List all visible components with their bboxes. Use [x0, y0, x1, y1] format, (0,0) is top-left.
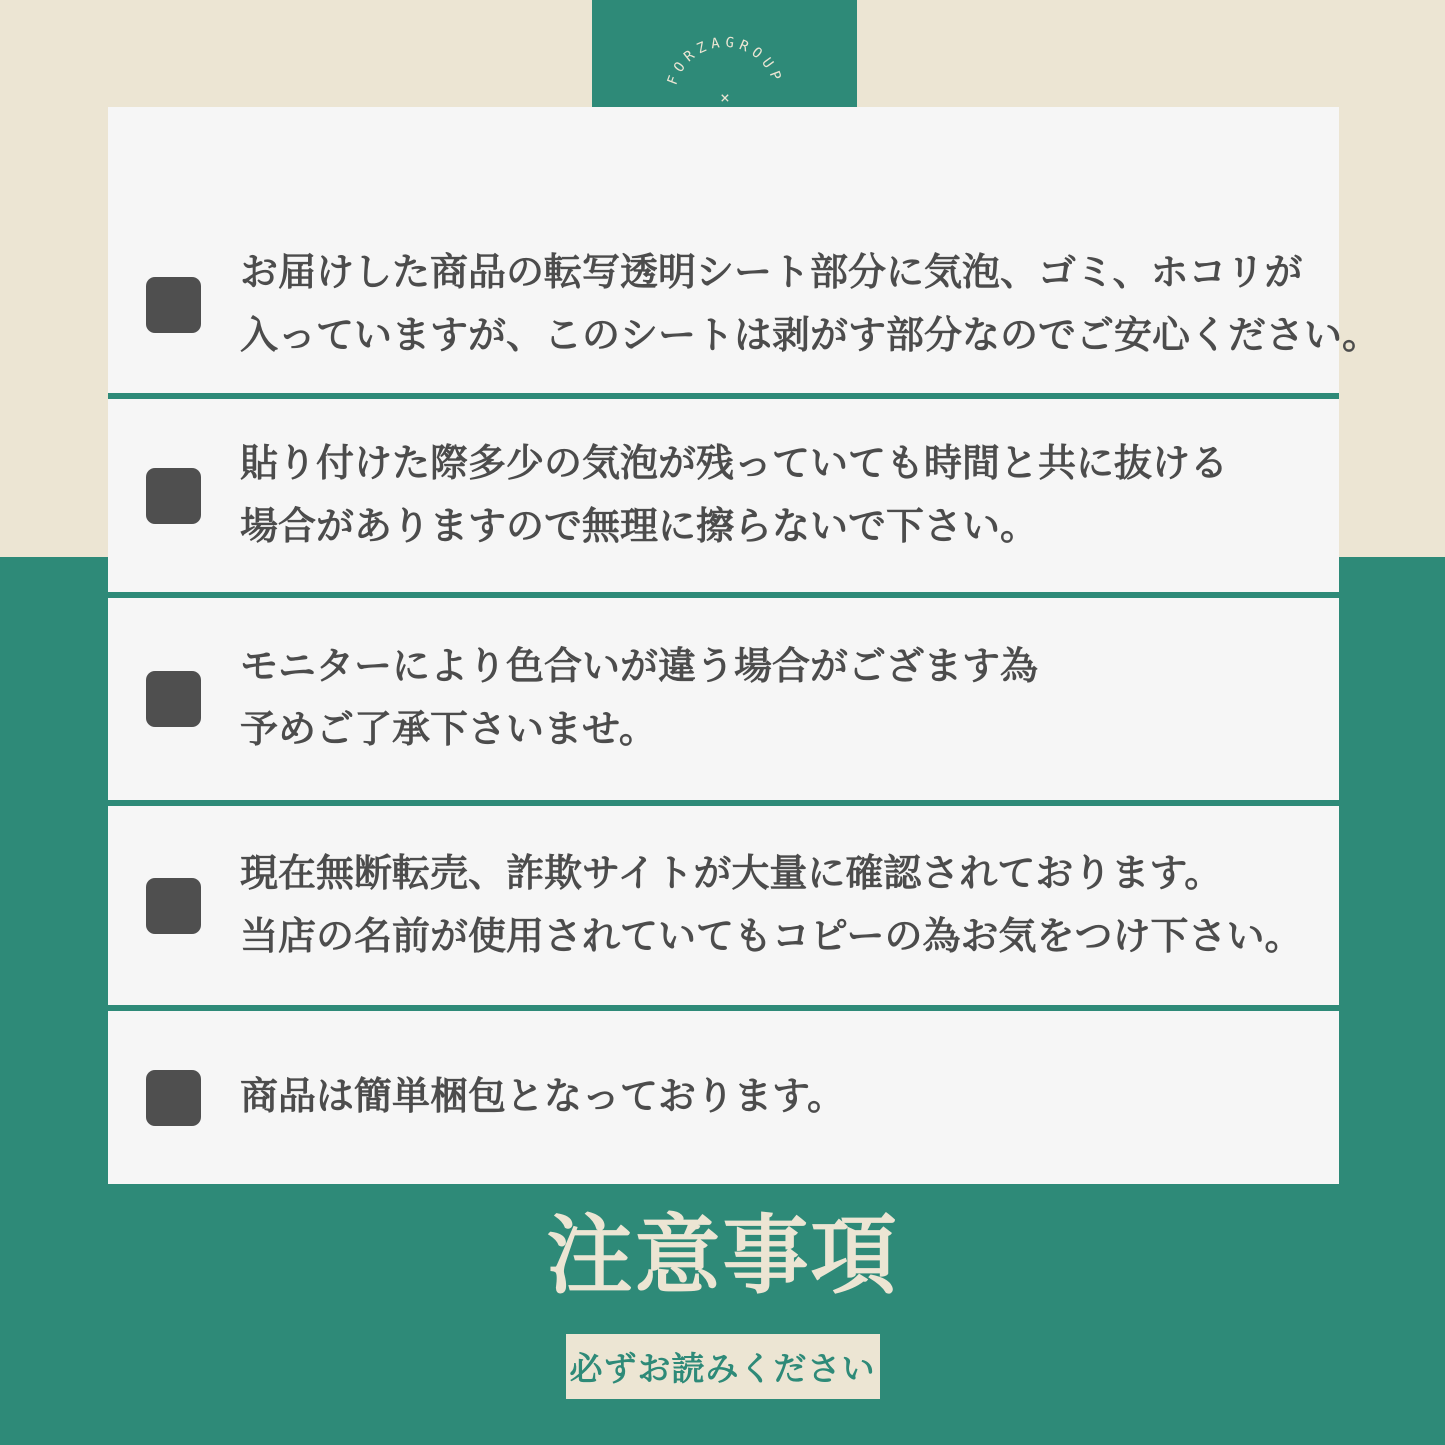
notice-text-line: 予めご了承下さいませ。 [240, 709, 657, 751]
notice-item [108, 399, 1339, 592]
notice-item [108, 598, 1339, 800]
read-notice-label [566, 1334, 880, 1399]
notice-text-line: お届けした商品の転写透明シート部分に気泡、ゴミ、ホコリが [240, 252, 1303, 294]
notice-text-line: 貼り付けた際多少の気泡が残っていても時間と共に抜ける [240, 442, 1229, 485]
checkbox-icon [146, 277, 201, 333]
notice-text [240, 636, 1038, 762]
brand-logo-top-textpath: FORZAGROUP [664, 34, 786, 88]
notice-text-line: 場合がありますので無理に擦らないで下さい。 [240, 505, 1039, 548]
checkbox-icon [146, 878, 201, 934]
notice-item [108, 1011, 1339, 1184]
notice-text-line: 入っていますが、このシートは剥がす部分なのでご安心ください。 [240, 315, 1381, 357]
brand-logo-top-text [665, 35, 786, 87]
notice-text-line: 商品は簡単梱包となっております。 [240, 1076, 845, 1118]
notice-text [240, 843, 1302, 969]
checkbox-icon [146, 468, 201, 524]
brand-logo-separator-icon: × [720, 88, 730, 107]
notice-text [240, 1066, 845, 1129]
checkbox-icon [146, 671, 201, 727]
notice-text [240, 433, 1228, 559]
notice-item [108, 107, 1381, 393]
page-title: 注意事項 [546, 1208, 899, 1304]
notice-item [108, 806, 1339, 1005]
notice-text [240, 242, 1380, 368]
notice-text-line: モニターにより色合いが違う場合がござます為 [240, 646, 1039, 688]
read-notice-label-text: 必ずお読みください [569, 1350, 876, 1387]
checkbox-icon [146, 1070, 201, 1126]
notice-text-line: 当店の名前が使用されていてもコピーの為お気をつけ下さい。 [240, 915, 1303, 958]
notice-list [108, 107, 1381, 1184]
notice-text-line: 現在無断転売、詐欺サイトが大量に確認されております。 [240, 852, 1223, 895]
